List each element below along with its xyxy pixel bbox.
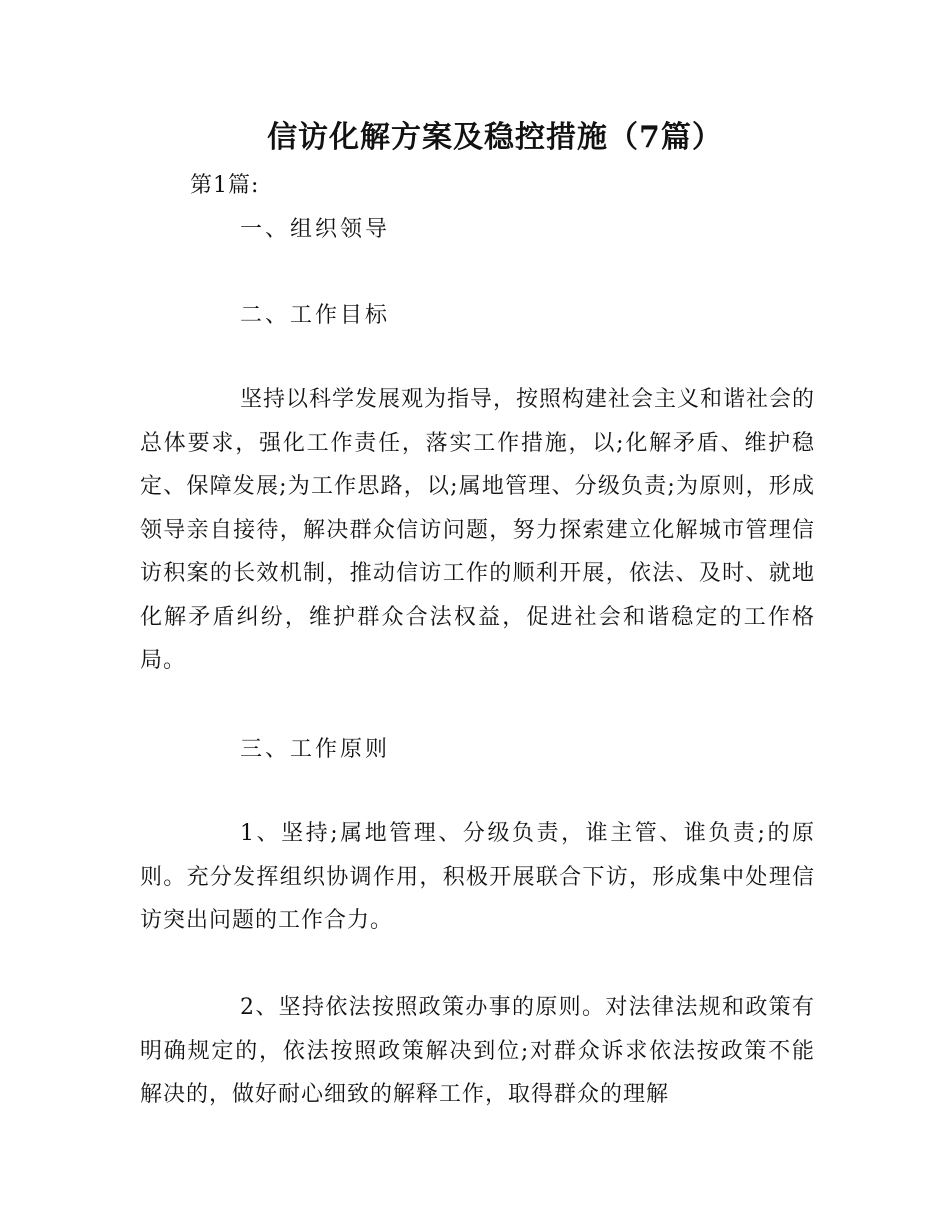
section-heading-principles: 三、工作原则 [240, 737, 391, 762]
section-heading-goals: 二、工作目标 [240, 303, 391, 328]
paragraph-principle-2: 2、坚持依法按照政策办事的原则。对法律法规和政策有明确规定的，依法按照政策解决到位;对群众诉求依法按政策不能解决的，做好耐心细致的解释工作，取得群众的理解 [140, 995, 815, 1107]
paragraph-principle-1: 1、坚持;属地管理、分级负责，谁主管、谁负责;的原则。充分发挥组织协调作用，积极开展联合下访，形成集中处理信访突出问题的工作合力。 [140, 821, 815, 933]
paragraph-goals: 坚持以科学发展观为指导，按照构建社会主义和谐社会的总体要求，强化工作责任，落实工作措施，以;化解矛盾、维护稳定、保障发展;为工作思路，以;属地管理、分级负责;为原则，形成领导亲自接待，解决群众信访问题，努力探索建立化解城市管理信访积案的长效机制，推动信访工作的顺利开展，依法、及时、就地化解矛盾纠纷，维护群众合法权益，促进社会和谐稳定的工作格局。 [140, 387, 816, 673]
part-label: 第1篇: [190, 173, 260, 198]
section-heading-organization: 一、组织领导 [240, 217, 391, 242]
document-title: 信访化解方案及稳控措施（7篇） [267, 120, 723, 155]
